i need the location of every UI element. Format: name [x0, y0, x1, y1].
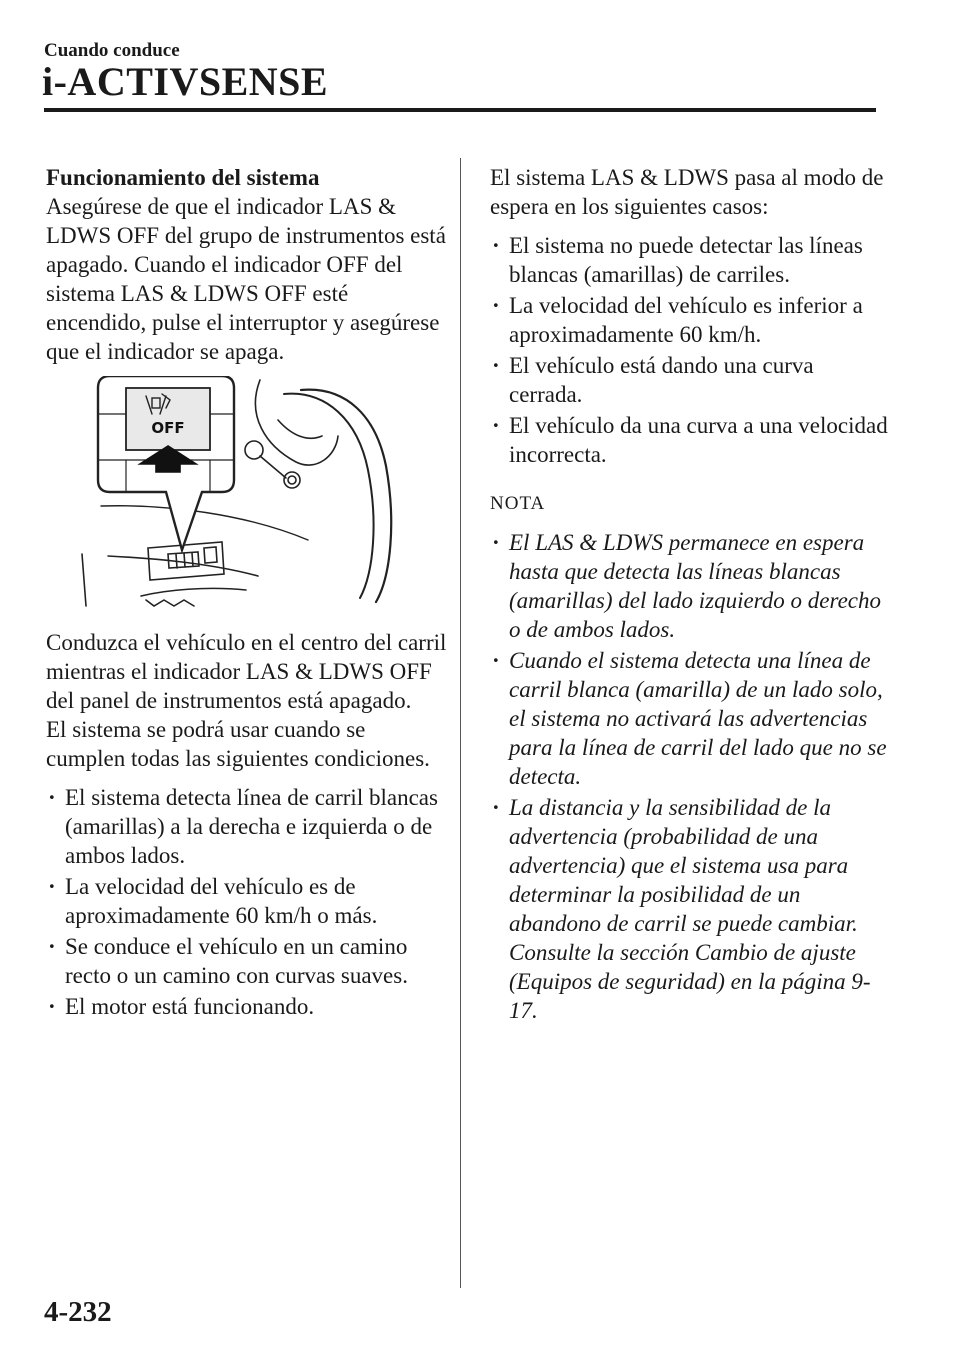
switch-location-illustration: [46, 376, 448, 614]
column-divider: [460, 158, 461, 1288]
body-paragraph: El sistema LAS & LDWS pasa al modo de espera en los siguientes casos:: [490, 165, 884, 219]
right-column: [490, 163, 890, 1027]
section-header: Cuando conduce: [44, 40, 180, 61]
list-item: · El vehículo da una curva a una velocidad incorrecta.: [490, 411, 890, 469]
note-item: · La distancia y la sensibilidad de la advertencia (probabilidad de una advertencia) que el sistema usa para determinar la posibilidad de un abandono de carril se puede cambiar. Consulte la sección Cambio de ajuste (Equipos de seguridad) en la página 9-17.: [490, 793, 890, 1025]
note-item: · El LAS & LDWS permanece en espera hasta que detecta las líneas blancas (amarillas) del lado izquierdo o derecho o de ambos lados.: [490, 528, 890, 644]
header-rule: [44, 108, 876, 112]
note-label: NOTA: [490, 493, 546, 514]
body-paragraph: El sistema se podrá usar cuando se cumplen todas las siguientes condiciones.: [46, 717, 430, 771]
left-column: [46, 163, 448, 1023]
list-item: · El sistema no puede detectar las líneas blancas (amarillas) de carriles.: [490, 231, 890, 289]
list-item: · La velocidad del vehículo es inferior a aproximadamente 60 km/h.: [490, 291, 890, 349]
list-item: · El motor está funcionando.: [46, 992, 448, 1021]
body-paragraph: Conduzca el vehículo en el centro del carril mientras el indicador LAS & LDWS OFF del panel de instrumentos está apagado.: [46, 630, 447, 713]
section-heading: Funcionamiento del sistema: [46, 165, 320, 190]
notes-list: [490, 528, 890, 1025]
intro-paragraph: Asegúrese de que el indicador LAS & LDWS OFF del grupo de instrumentos está apagado. Cuando el indicador OFF del sistema LAS & LDWS OFF esté encendido, pulse el interruptor y asegúrese que el indicador se apaga.: [46, 194, 446, 364]
chapter-title: i-ACTIVSENSE: [42, 59, 329, 104]
conditions-list: [46, 783, 448, 1021]
list-item: · El sistema detecta línea de carril blancas (amarillas) a la derecha e izquierda o de ambos lados.: [46, 783, 448, 870]
list-item: · La velocidad del vehículo es de aproximadamente 60 km/h o más.: [46, 872, 448, 930]
standby-cases-list: [490, 231, 890, 469]
note-item: · Cuando el sistema detecta una línea de carril blanca (amarilla) de un lado solo, el sistema no activará las advertencias para la línea de carril del lado que no se detecta.: [490, 646, 890, 791]
list-item: · El vehículo está dando una curva cerrada.: [490, 351, 890, 409]
page-number: 4-232: [44, 1296, 112, 1328]
list-item: · Se conduce el vehículo en un camino recto o un camino con curvas suaves.: [46, 932, 448, 990]
